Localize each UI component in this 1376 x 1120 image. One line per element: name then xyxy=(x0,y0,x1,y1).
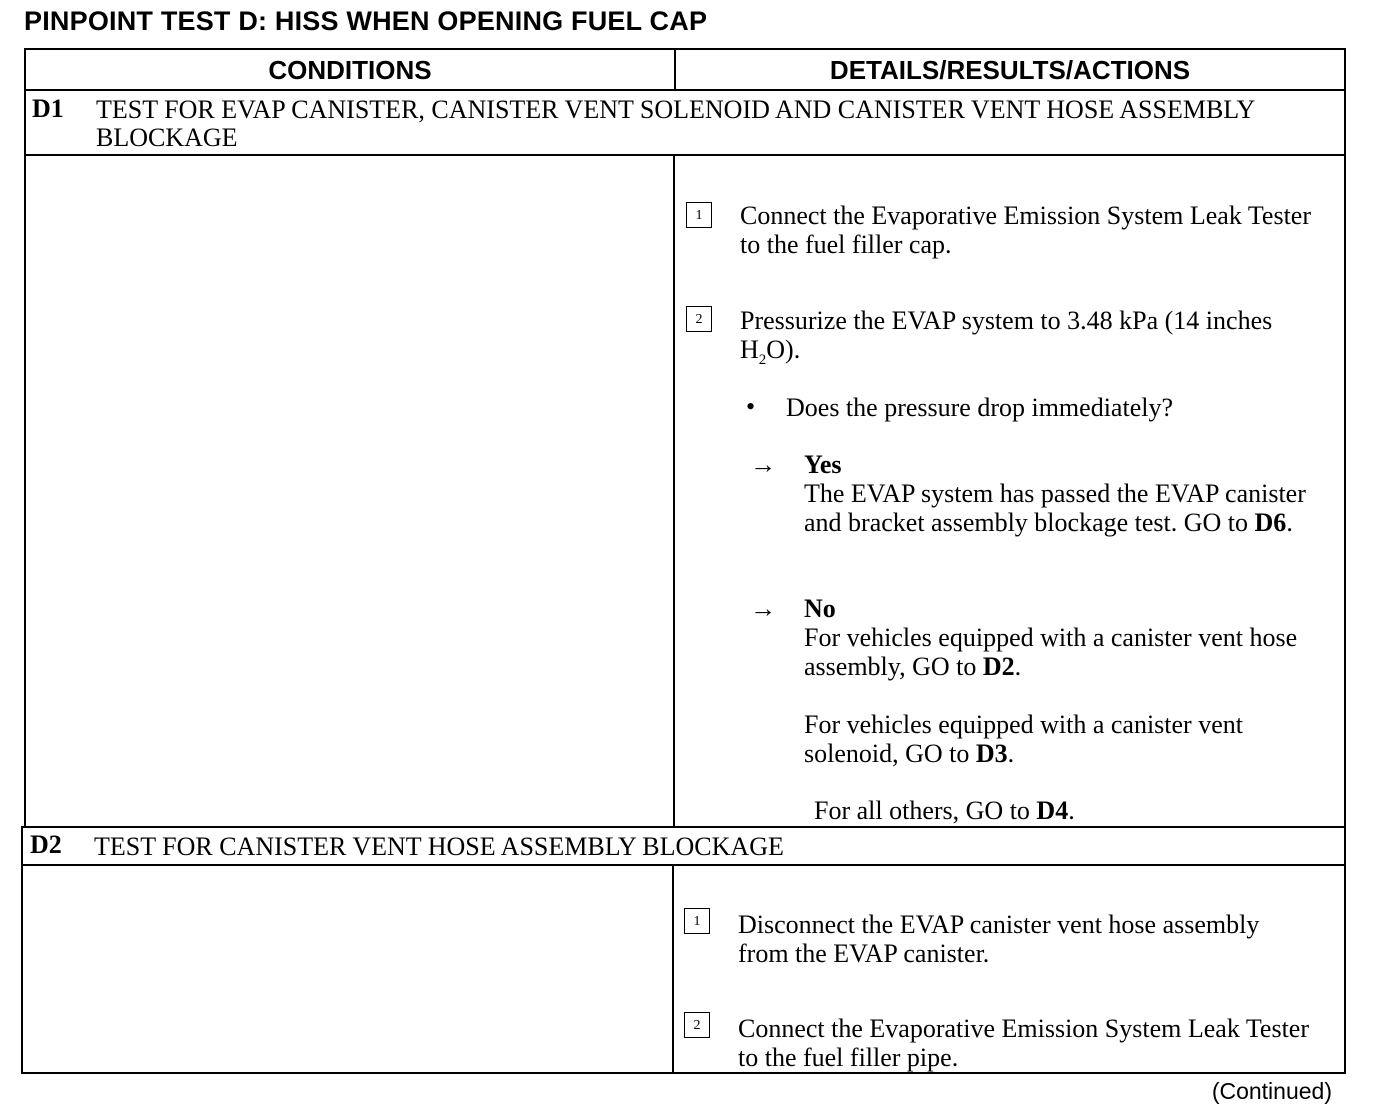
continued-note: (Continued) xyxy=(1211,1078,1332,1104)
step-number-box: 2 xyxy=(684,1012,710,1038)
section-id: D1 xyxy=(32,94,64,123)
answer-no-option: For all others, GO to D4. xyxy=(814,796,1075,825)
d1-bottom-divider xyxy=(22,826,1346,828)
section-title: TEST FOR CANISTER VENT HOSE ASSEMBLY BLOCKAGE xyxy=(94,832,784,861)
bullet-icon: • xyxy=(746,392,756,421)
conditions-header: CONDITIONS xyxy=(268,55,432,85)
details-header: DETAILS/RESULTS/ACTIONS xyxy=(829,55,1191,85)
page-title: PINPOINT TEST D: HISS WHEN OPENING FUEL CAP xyxy=(24,6,708,36)
d1-column-divider xyxy=(673,154,675,828)
step-number-box: 1 xyxy=(684,908,710,934)
answer-no: No For vehicles equipped with a canister vent hose assembly, GO to D2. xyxy=(804,594,1298,681)
table-left-border-lower xyxy=(21,826,23,1074)
header-divider xyxy=(24,89,1346,91)
step-text: Connect the Evaporative Emission System Leak Tester to the fuel filler cap. xyxy=(740,201,1312,259)
table-bottom-border xyxy=(22,1072,1346,1074)
answer-yes: Yes The EVAP system has passed the EVAP canister and bracket assembly blockage test. GO to D6. xyxy=(804,450,1306,537)
question-text: Does the pressure drop immediately? xyxy=(786,393,1173,422)
answer-no-option: For vehicles equipped with a canister vent solenoid, GO to D3. xyxy=(804,710,1243,768)
step-number-box: 2 xyxy=(686,306,712,332)
d2-title-divider xyxy=(22,864,1346,866)
step-text: Disconnect the EVAP canister vent hose assembly from the EVAP canister. xyxy=(738,910,1260,968)
d2-column-divider xyxy=(672,864,674,1074)
table-right-border xyxy=(1344,48,1346,1074)
d1-title-divider xyxy=(24,154,1346,156)
section-title: TEST FOR EVAP CANISTER, CANISTER VENT SOLENOID AND CANISTER VENT HOSE ASSEMBLY BLOCKAGE xyxy=(96,95,1255,152)
arrow-right-icon: → xyxy=(750,594,776,623)
table-top-border xyxy=(24,48,1346,50)
step-text: Connect the Evaporative Emission System Leak Tester to the fuel filler pipe. xyxy=(738,1014,1310,1072)
step-text: Pressurize the EVAP system to 3.48 kPa (14 inches $H_2O$). xyxy=(740,306,1273,369)
section-id: D2 xyxy=(30,830,62,859)
table-left-border xyxy=(24,48,26,828)
arrow-right-icon: → xyxy=(750,450,776,479)
step-number-box: 1 xyxy=(686,202,712,228)
